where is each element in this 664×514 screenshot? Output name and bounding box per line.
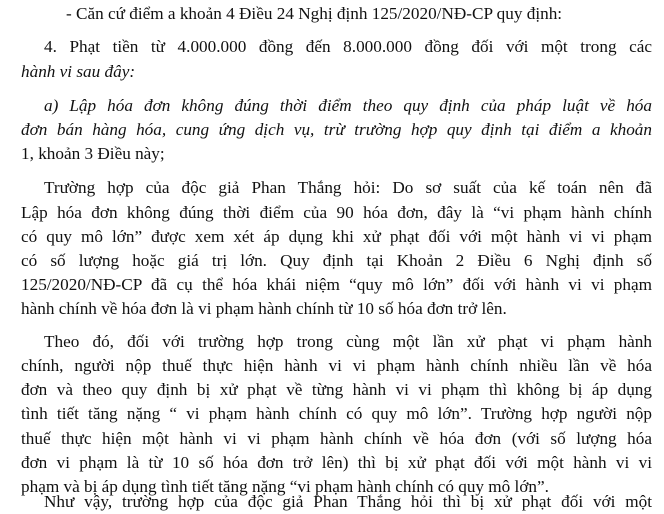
- doc-line: hành vi sau đây:: [21, 62, 136, 81]
- doc-line: tình tiết tăng nặng “ vi phạm hành chính có quy mô lớn”. Trường hợp người nộp: [21, 404, 652, 423]
- doc-line: đơn bán hàng hóa, cung ứng dịch vụ, trừ trường hợp quy định tại điểm a khoản: [21, 120, 652, 139]
- doc-line: 4. Phạt tiền từ 4.000.000 đồng đến 8.000.000 đồng đối với một trong các: [44, 37, 652, 56]
- doc-line: 125/2020/NĐ-CP đã cụ thể hóa khái niệm “quy mô lớn” đối với hành vi vi phạm: [21, 275, 652, 294]
- doc-line: Lập hóa đơn không đúng thời điểm của 90 hóa đơn, đây là “vi phạm hành chính: [21, 203, 652, 222]
- doc-line: có số lượng hoặc giá trị lớn. Quy định tại Khoản 2 Điều 6 Nghị định số: [21, 251, 652, 270]
- doc-line: thuế thực hiện một hành vi vi phạm hành chính về hóa đơn (với số lượng hóa: [21, 429, 652, 448]
- doc-line: đơn và theo quy định bị xử phạt về từng hành vi vi phạm thì không bị áp dụng: [21, 380, 652, 399]
- doc-line: Theo đó, đối với trường hợp trong cùng một lần xử phạt vi phạm hành: [44, 332, 652, 351]
- doc-line: có quy mô lớn” được xem xét áp dụng khi xử phạt đối với một hành vi vi phạm: [21, 227, 652, 246]
- doc-line: chính, người nộp thuế thực hiện hành vi vi phạm hành chính nhiều lần về hóa: [21, 356, 652, 375]
- doc-line: hành chính về hóa đơn là vi phạm hành chính từ 10 số hóa đơn trở lên.: [21, 299, 507, 318]
- doc-line: 1, khoản 3 Điều này;: [21, 144, 165, 163]
- doc-line: - Căn cứ điểm a khoản 4 Điều 24 Nghị định 125/2020/NĐ-CP quy định:: [66, 4, 563, 23]
- doc-line: Trường hợp của độc giả Phan Thắng hỏi: Do sơ suất của kế toán nên đã: [44, 178, 652, 197]
- doc-line-cut: Như vậy, trường hợp của độc giả Phan Thắng hỏi thì bị xử phạt đối với một: [44, 492, 652, 511]
- doc-line: đơn vi phạm là từ 10 số hóa đơn trở lên) thì bị xử phạt đối với một hành vi vi: [21, 453, 652, 472]
- doc-line: phạm và bị áp dụng tình tiết tăng nặng “vi phạm hành chính có quy mô lớn”.: [21, 477, 549, 496]
- doc-line: a) Lập hóa đơn không đúng thời điểm theo quy định của pháp luật về hóa: [44, 96, 652, 115]
